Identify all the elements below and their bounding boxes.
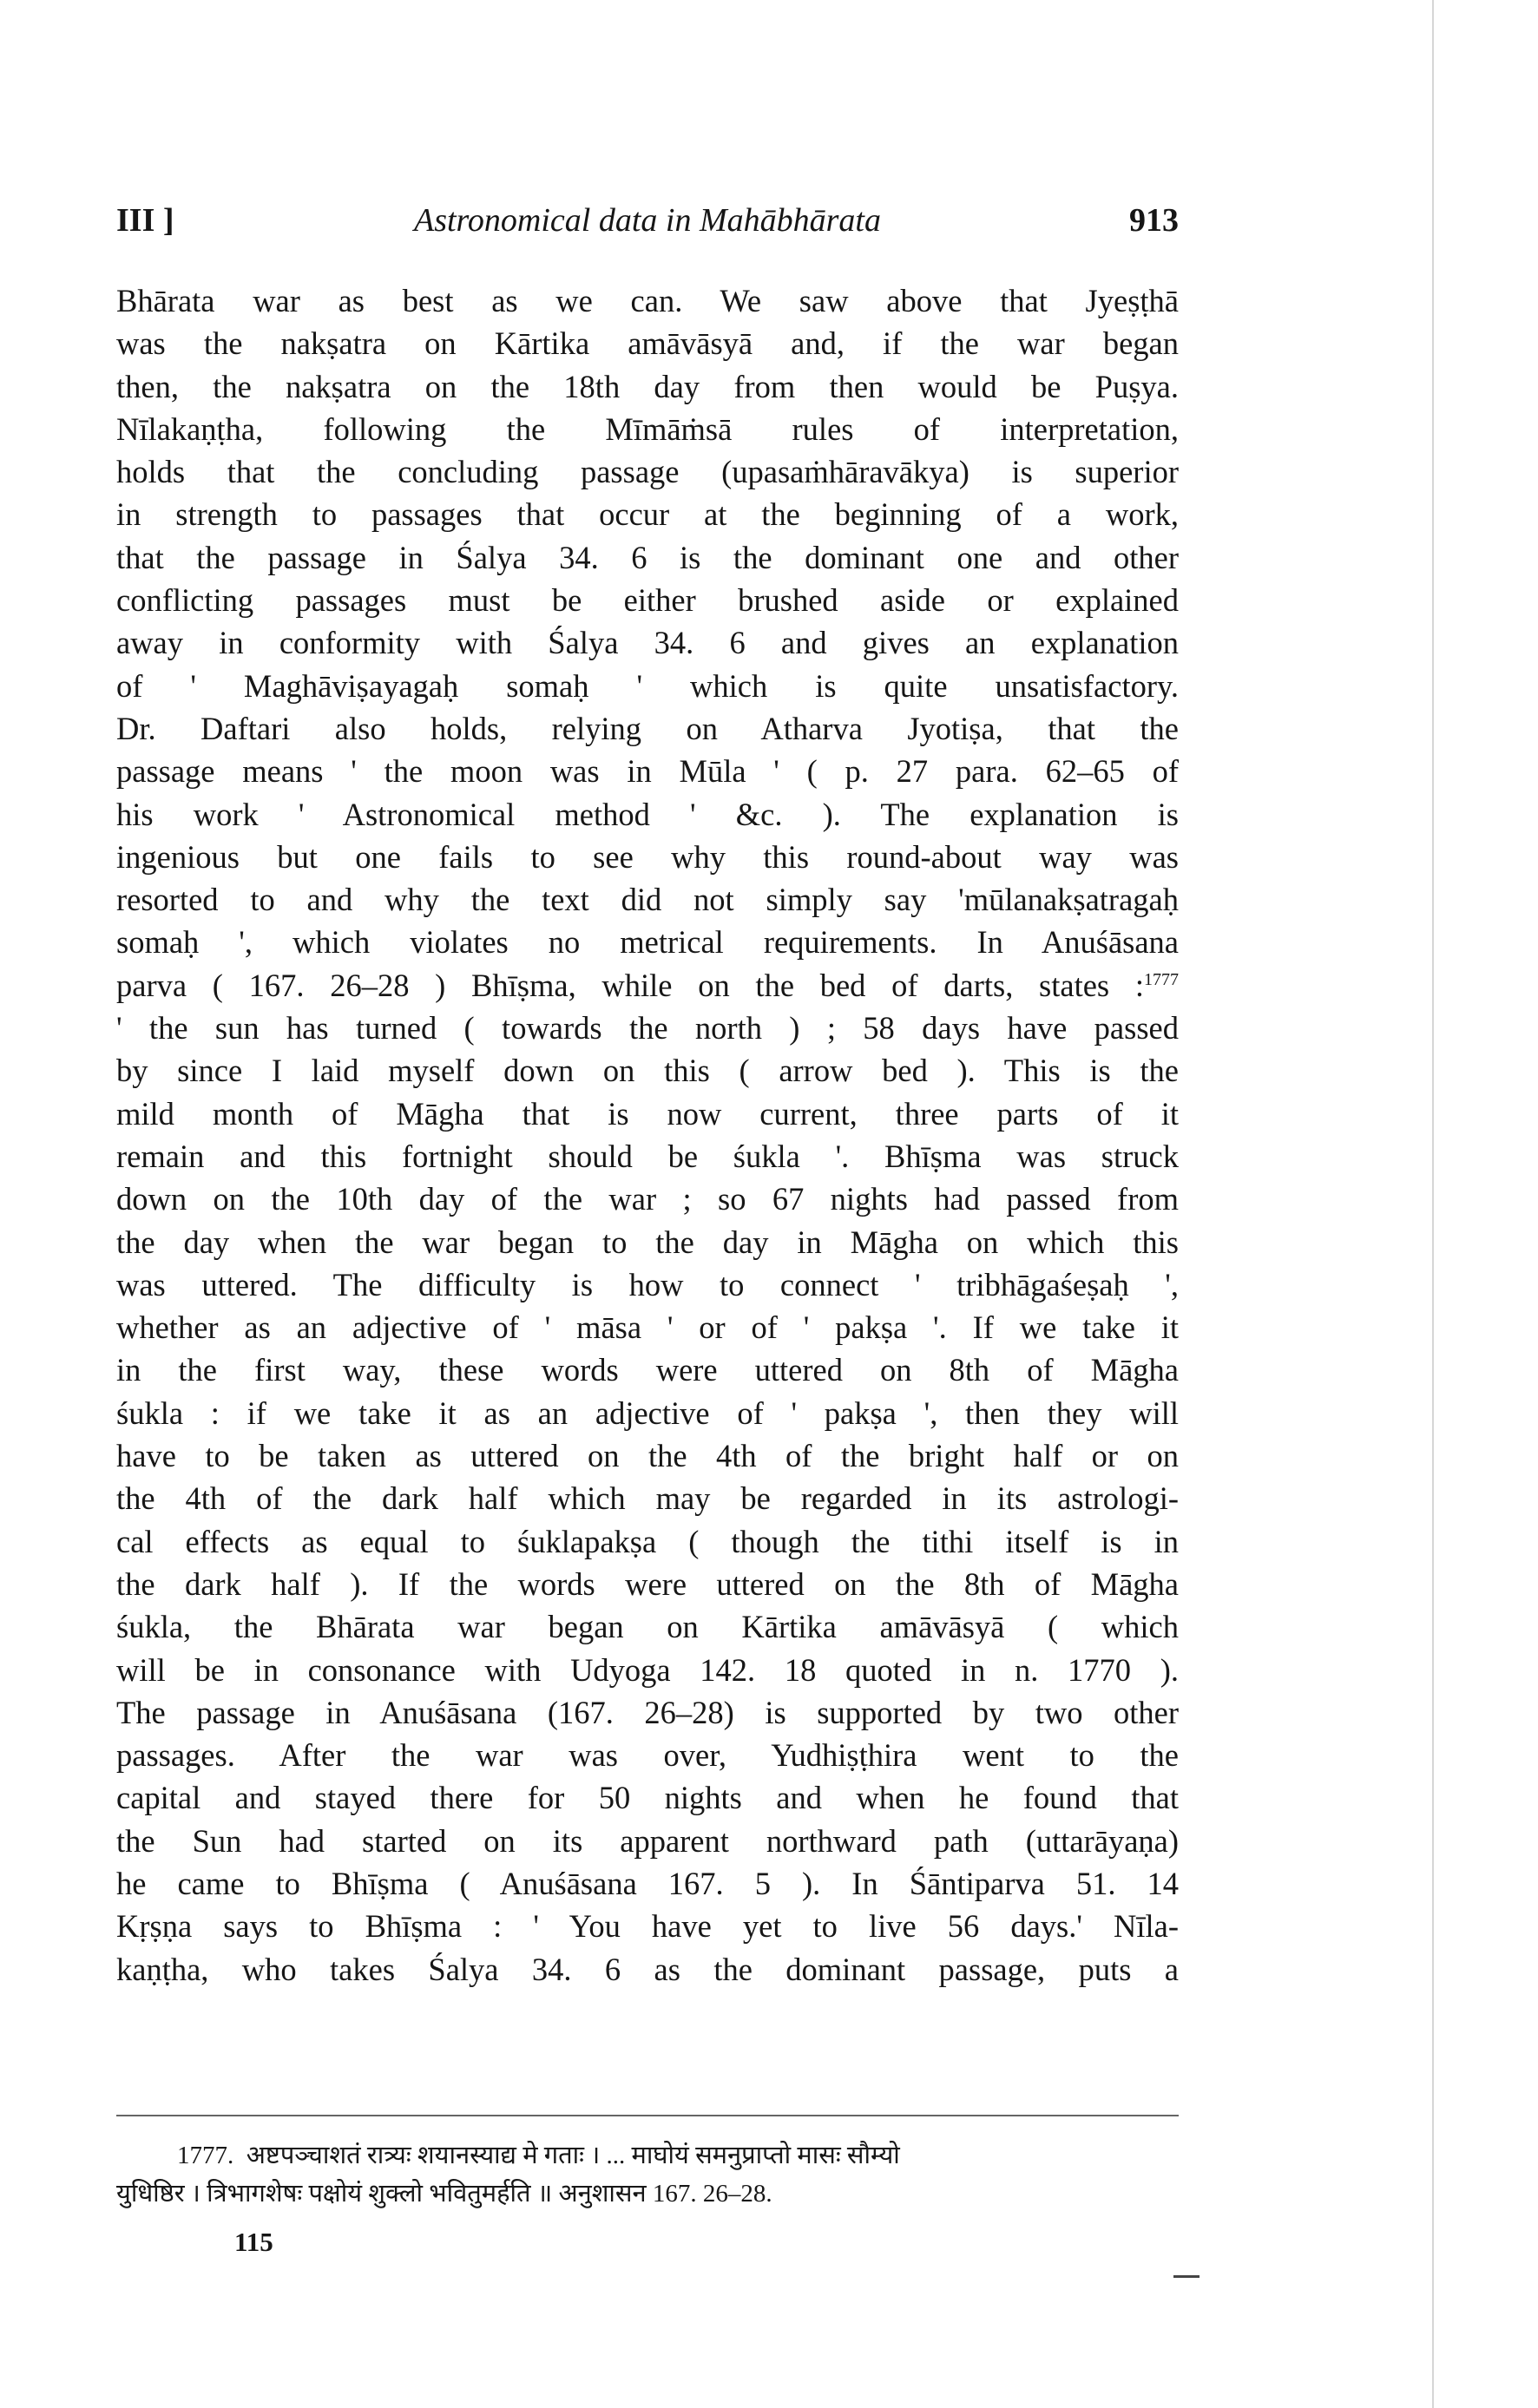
text-line: Dr. Daftari also holds, relying on Atharva Jyotiṣa, that the xyxy=(116,710,1179,746)
text-line: of ' Maghāviṣayagaḥ somaḥ ' which is quite unsatisfactory. xyxy=(116,667,1179,704)
text-line: mild month of Māgha that is now current, three parts of it xyxy=(116,1095,1179,1132)
text-line: somaḥ ', which violates no metrical requirements. In Anuśāsana xyxy=(116,924,1179,961)
text-line: passage means ' the moon was in Mūla ' ( p. 27 para. 62–65 of xyxy=(116,753,1179,790)
text-line: that the passage in Śalya 34. 6 is the dominant one and other xyxy=(116,539,1179,575)
text-line: kaṇṭha, who takes Śalya 34. 6 as the dominant passage, puts a xyxy=(116,1951,1179,1987)
text-line: resorted to and why the text did not simply say 'mūlanakṣatragaḥ xyxy=(116,882,1179,918)
footnote-number: 1777. xyxy=(177,2142,234,2169)
page-edge-rule xyxy=(1432,0,1434,2408)
footnote-1777 xyxy=(116,2136,1179,2213)
margin-dash-mark xyxy=(1173,2275,1200,2278)
running-header xyxy=(116,201,1179,253)
running-title: Astronomical data in Mahābhārata xyxy=(414,202,881,239)
text-line: Bhārata war as best as we can. We saw above that Jyeṣṭhā xyxy=(116,283,1179,318)
text-line: will be in consonance with Udyoga 142. 18 quoted in n. 1770 ). xyxy=(116,1651,1179,1688)
body-paragraph xyxy=(116,279,1179,1991)
text-line: śukla : if we take it as an adjective of ' pakṣa ', then they will xyxy=(116,1394,1179,1431)
page-number: 913 xyxy=(1129,202,1179,239)
text-line-content: parva ( 167. 26–28 ) Bhīṣma, while on the bed of darts, states : xyxy=(116,967,1144,1003)
text-line: ingenious but one fails to see why this round-about way was xyxy=(116,838,1179,875)
text-line: down on the 10th day of the war ; so 67 nights had passed from xyxy=(116,1181,1179,1217)
footnote-line xyxy=(116,2136,1179,2175)
text-line: in the first way, these words were uttered on 8th of Māgha xyxy=(116,1352,1179,1388)
text-line: cal effects as equal to śuklapakṣa ( though the tithi itself is in xyxy=(116,1523,1179,1559)
footnote-reference[interactable]: 1777 xyxy=(1144,969,1179,989)
text-line: capital and stayed there for 50 nights and when he found that xyxy=(116,1780,1179,1816)
text-line: The passage in Anuśāsana (167. 26–28) is supported by two other xyxy=(116,1694,1179,1730)
text-line: by since I laid myself down on this ( arrow bed ). This is the xyxy=(116,1053,1179,1089)
text-line: the Sun had started on its apparent northward path (uttarāyaṇa) xyxy=(116,1822,1179,1859)
text-line: whether as an adjective of ' māsa ' or of ' pakṣa '. If we take it xyxy=(116,1309,1179,1346)
text-line: śukla, the Bhārata war began on Kārtika amāvāsyā ( which xyxy=(116,1609,1179,1645)
footnote-divider xyxy=(116,2115,1179,2116)
text-line: passages. After the war was over, Yudhiṣṭhira went to the xyxy=(116,1737,1179,1774)
text-line: then, the nakṣatra on the 18th day from then would be Puṣya. xyxy=(116,368,1179,404)
text-line: conflicting passages must be either brushed aside or explained xyxy=(116,582,1179,619)
text-line: in strength to passages that occur at the beginning of a work, xyxy=(116,496,1179,533)
text-line: away in conformity with Śalya 34. 6 and gives an explanation xyxy=(116,625,1179,661)
text-line: remain and this fortnight should be śukla '. Bhīṣma was struck xyxy=(116,1138,1179,1174)
text-line: have to be taken as uttered on the 4th of the bright half or on xyxy=(116,1438,1179,1474)
text-line: ' the sun has turned ( towards the north ) ; 58 days have passed xyxy=(116,1010,1179,1047)
chapter-number: III ] xyxy=(116,202,174,239)
text-line-with-footnote-ref xyxy=(116,964,1179,1007)
text-line: Kṛṣṇa says to Bhīṣma : ' You have yet to live 56 days.' Nīla- xyxy=(116,1908,1179,1945)
text-line: the 4th of the dark half which may be regarded in its astrologi- xyxy=(116,1480,1179,1517)
text-line: the dark half ). If the words were uttered on the 8th of Māgha xyxy=(116,1565,1179,1602)
text-line: he came to Bhīṣma ( Anuśāsana 167. 5 ). In Śāntiparva 51. 14 xyxy=(116,1865,1179,1901)
text-line: was uttered. The difficulty is how to connect ' tribhāgaśeṣaḥ ', xyxy=(116,1266,1179,1302)
printer-signature-mark: 115 xyxy=(234,2227,273,2257)
text-line: holds that the concluding passage (upasaṁhāravākya) is superior xyxy=(116,454,1179,490)
text-line: was the nakṣatra on Kārtika amāvāsyā and, if the war began xyxy=(116,325,1179,362)
footnote-sanskrit-text: अष्टपञ्चाशतं रात्र्यः शयानस्याद्य मे गताः । ... माघोयं समनुप्राप्तो मासः सौम्यो xyxy=(246,2142,900,2169)
footnote-line: युधिष्ठिर । त्रिभागशेषः पक्षोयं शुक्लो भवितुमर्हति ॥ अनुशासन 167. 26–28. xyxy=(116,2180,772,2208)
text-line: his work ' Astronomical method ' &c. ). The explanation is xyxy=(116,796,1179,832)
text-line: the day when the war began to the day in Māgha on which this xyxy=(116,1224,1179,1260)
text-line: Nīlakaṇṭha, following the Mīmāṁsā rules of interpretation, xyxy=(116,410,1179,447)
